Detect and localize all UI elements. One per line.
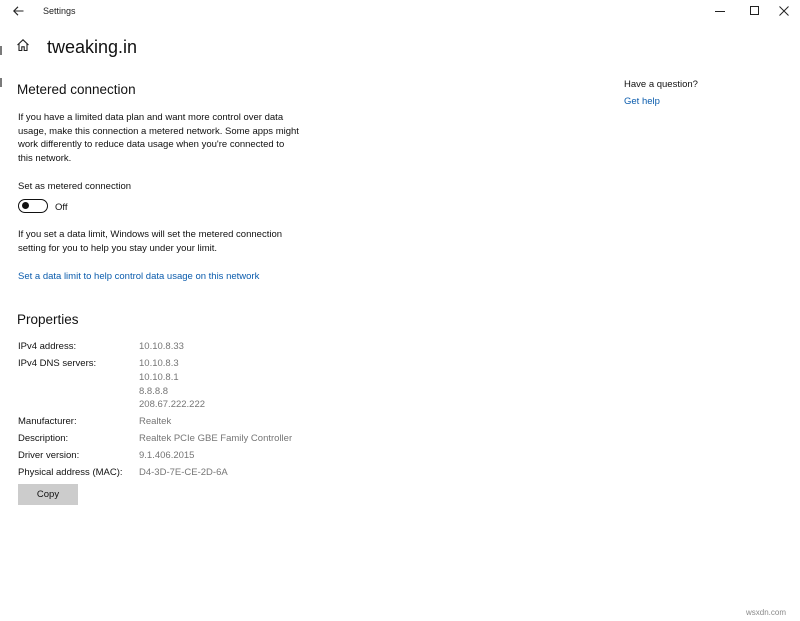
mac-address-value: D4-3D-7E-CE-2D-6A (139, 467, 228, 478)
description-label: Description: (18, 433, 69, 444)
arrow-left-icon (13, 6, 24, 16)
metered-toggle-label: Set as metered connection (18, 181, 132, 192)
dns-server-value: 10.10.8.1 (139, 372, 179, 383)
close-icon (779, 6, 789, 16)
metered-description-line: If you have a limited data plan and want more control over data (18, 112, 284, 123)
close-button[interactable] (769, 2, 799, 20)
minimize-button[interactable] (705, 2, 735, 20)
data-limit-description-line: If you set a data limit, Windows will set the metered connection (18, 229, 283, 240)
maximize-icon (750, 6, 760, 16)
app-title: Settings (43, 6, 76, 16)
set-data-limit-link[interactable]: Set a data limit to help control data usage on this network (18, 271, 260, 282)
page-title: tweaking.in (47, 37, 138, 57)
manufacturer-value: Realtek (139, 416, 172, 427)
metered-description-line: this network. (18, 152, 72, 164)
back-button[interactable] (9, 3, 27, 19)
home-icon (16, 38, 30, 52)
toggle-state-text: Off (55, 202, 68, 213)
dns-server-value: 8.8.8.8 (139, 386, 169, 397)
ipv4-dns-label: IPv4 DNS servers: (18, 358, 97, 369)
home-button[interactable] (16, 38, 32, 54)
get-help-link[interactable]: Get help (624, 96, 660, 107)
properties-heading: Properties (17, 312, 79, 327)
window-edge-mark (0, 46, 2, 55)
manufacturer-label: Manufacturer: (18, 416, 77, 427)
watermark: wsxdn.com (746, 608, 787, 617)
description-value: Realtek PCIe GBE Family Controller (139, 433, 293, 444)
data-limit-description (18, 228, 318, 255)
driver-version-label: Driver version: (18, 450, 80, 461)
maximize-button[interactable] (740, 2, 770, 20)
data-limit-description-line: setting for you to help you stay under your limit. (18, 242, 218, 254)
help-heading: Have a question? (624, 79, 698, 90)
metered-description-line: usage, make this connection a metered network. Some apps might (18, 125, 299, 137)
window-edge-mark (0, 78, 2, 87)
mac-address-label: Physical address (MAC): (18, 467, 123, 478)
ipv4-address-value: 10.10.8.33 (139, 341, 184, 352)
minimize-icon (715, 6, 725, 16)
dns-server-value: 208.67.222.222 (139, 399, 206, 410)
metered-connection-toggle[interactable] (18, 199, 48, 213)
metered-description (18, 111, 318, 165)
copy-button[interactable]: Copy (18, 484, 78, 505)
ipv4-address-label: IPv4 address: (18, 341, 77, 352)
title-bar (0, 0, 800, 24)
dns-server-value: 10.10.8.3 (139, 358, 179, 369)
metered-connection-heading: Metered connection (17, 82, 136, 97)
metered-description-line: work differently to reduce data usage when you're connected to (18, 139, 285, 150)
driver-version-value: 9.1.406.2015 (139, 450, 195, 461)
toggle-knob (22, 202, 29, 209)
